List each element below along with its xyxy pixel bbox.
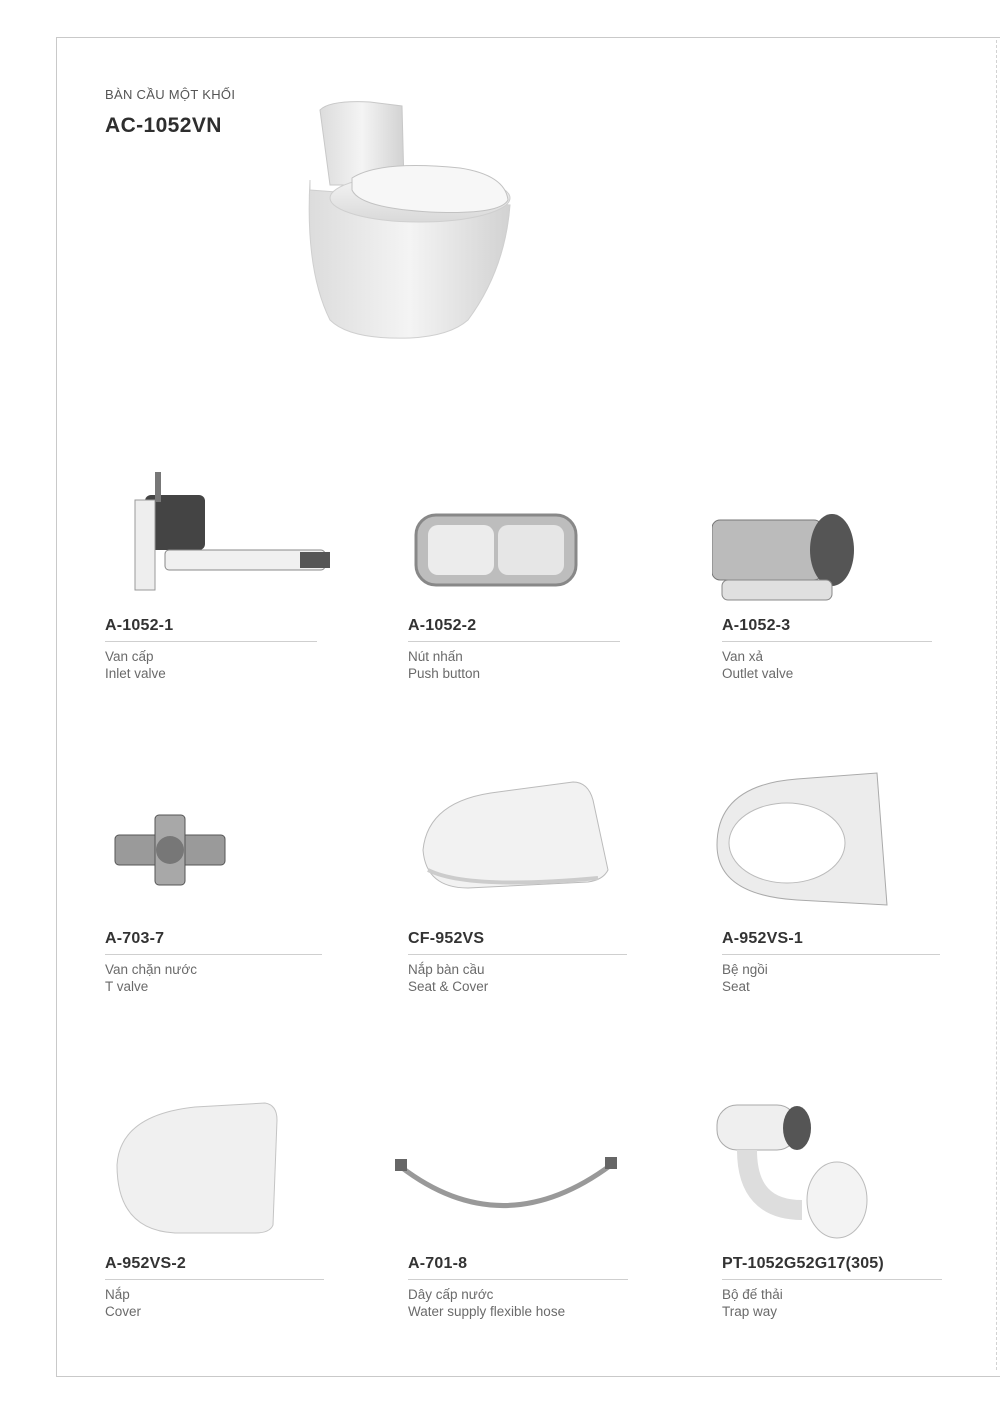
part-name-en: Push button — [408, 666, 481, 681]
part-name-en: Outlet valve — [722, 666, 794, 681]
part-code: A-1052-1 — [105, 617, 174, 634]
part-code: A-952VS-1 — [722, 930, 803, 947]
divider — [408, 641, 620, 642]
part-name-vn: Bệ ngồi — [722, 962, 768, 977]
part-name-vn: Van cấp — [105, 649, 154, 664]
part-name-vn: Nắp bàn cầu — [408, 962, 485, 977]
part-name-vn: Bộ đế thải — [722, 1287, 783, 1302]
seat-icon — [707, 765, 937, 915]
divider — [105, 1279, 324, 1280]
product-model: AC-1052VN — [105, 114, 222, 137]
part-name-en: Water supply flexible hose — [408, 1304, 566, 1319]
part-name-en: Cover — [105, 1304, 142, 1319]
hose-icon — [393, 1095, 623, 1245]
trap-way-icon — [707, 1090, 937, 1240]
divider — [408, 1279, 628, 1280]
divider — [722, 641, 932, 642]
part-name-vn: Nút nhấn — [408, 649, 463, 664]
part-name-en: T valve — [105, 979, 149, 994]
inlet-valve-icon — [105, 460, 335, 610]
part-name-vn: Nắp — [105, 1287, 130, 1302]
toilet-image — [290, 90, 530, 350]
page-edge-dash — [996, 40, 997, 1370]
divider — [722, 1279, 942, 1280]
part-name-vn: Dây cấp nước — [408, 1287, 494, 1302]
part-name-en: Inlet valve — [105, 666, 166, 681]
t-valve-icon — [105, 780, 335, 930]
divider — [105, 641, 317, 642]
cover-icon — [105, 1095, 335, 1245]
part-name-en: Seat — [722, 979, 750, 994]
divider — [408, 954, 627, 955]
part-code: PT-1052G52G17(305) — [722, 1255, 884, 1272]
part-code: A-701-8 — [408, 1255, 468, 1272]
part-code: A-1052-2 — [408, 617, 477, 634]
part-name-en: Trap way — [722, 1304, 778, 1319]
part-name-vn: Van chặn nước — [105, 962, 197, 977]
part-name-en: Seat & Cover — [408, 979, 489, 994]
divider — [105, 954, 322, 955]
push-button-icon — [408, 460, 638, 610]
part-name-vn: Van xả — [722, 649, 764, 664]
part-code: CF-952VS — [408, 930, 485, 947]
part-code: A-952VS-2 — [105, 1255, 186, 1272]
part-code: A-703-7 — [105, 930, 165, 947]
outlet-valve-icon — [712, 460, 942, 610]
divider — [722, 954, 940, 955]
product-category: BÀN CẦU MỘT KHỐI — [105, 87, 236, 102]
part-code: A-1052-3 — [722, 617, 791, 634]
seat-cover-icon — [408, 770, 638, 920]
